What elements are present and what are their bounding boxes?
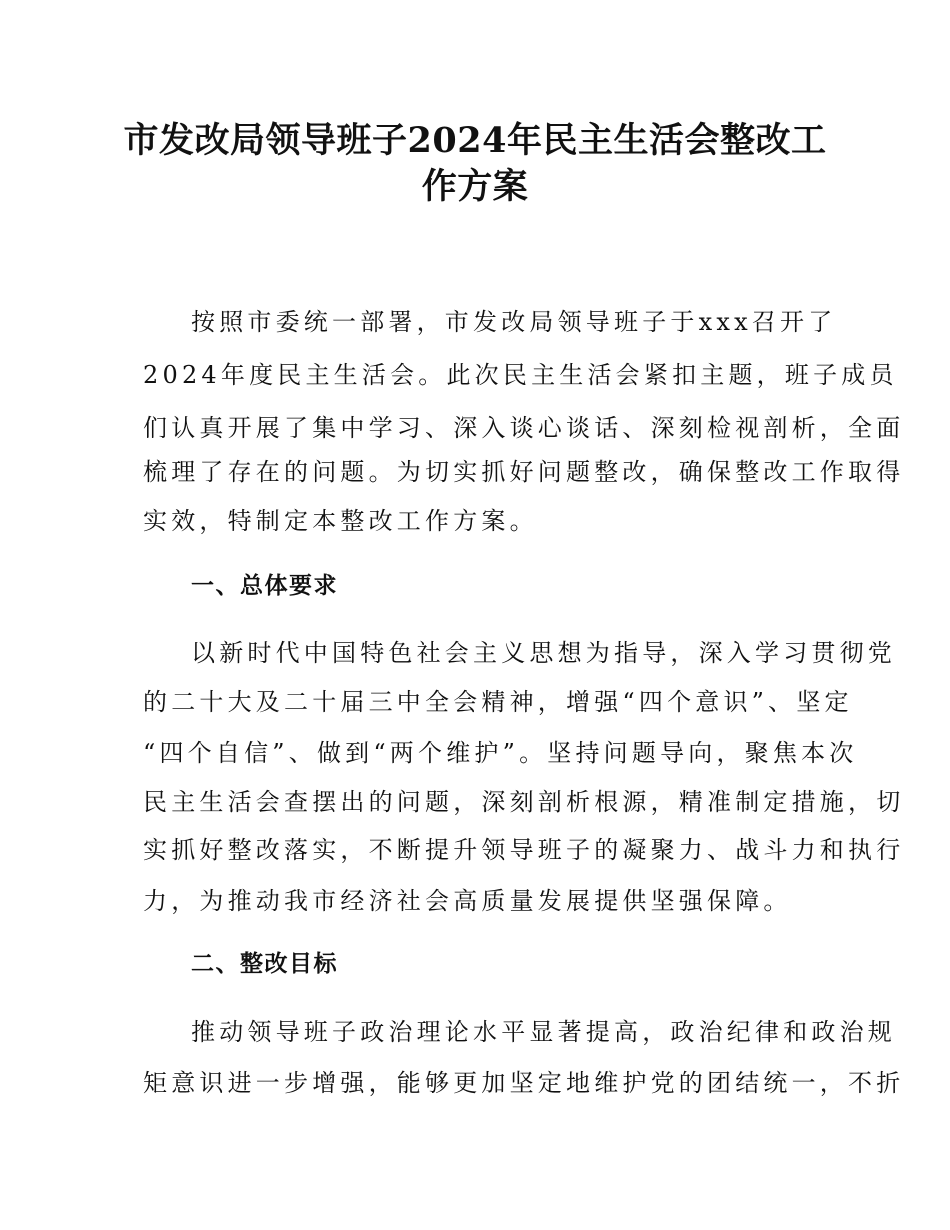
intro-line-5: 实效，特制定本整改工作方案。	[143, 507, 538, 535]
document-title-line-1: 市发改局领导班子2024年民主生活会整改工	[123, 120, 827, 161]
section-1-heading: 一、总体要求	[191, 573, 338, 599]
section-2-line-2: 矩意识进一步增强，能够更加坚定地维护党的团结统一，不折	[143, 1069, 905, 1097]
section-1-line-3: “四个自信”、做到“两个维护”。坚持问题导向，聚焦本次	[143, 739, 858, 767]
intro-line-1: 按照市委统一部署，市发改局领导班子于xxx召开了	[191, 308, 837, 336]
section-1-line-2: 的二十大及二十届三中全会精神，增强“四个意识”、坚定	[143, 688, 853, 716]
document-title-line-2: 作方案	[421, 166, 529, 207]
intro-line-4: 梳理了存在的问题。为切实抓好问题整改，确保整改工作取得	[143, 458, 905, 486]
section-1-line-5: 实抓好整改落实，不断提升领导班子的凝聚力、战斗力和执行	[143, 836, 905, 864]
section-1-line-1: 以新时代中国特色社会主义思想为指导，深入学习贯彻党	[191, 639, 896, 667]
section-1-line-4: 民主生活会查摆出的问题，深刻剖析根源，精准制定措施，切	[143, 788, 905, 816]
intro-line-2: 2024年度民主生活会。此次民主生活会紧扣主题，班子成员	[143, 361, 898, 389]
intro-line-3: 们认真开展了集中学习、深入谈心谈话、深刻检视剖析，全面	[143, 414, 905, 442]
section-2-heading: 二、整改目标	[191, 951, 338, 977]
section-1-line-6: 力，为推动我市经济社会高质量发展提供坚强保障。	[143, 887, 792, 915]
section-2-line-1: 推动领导班子政治理论水平显著提高，政治纪律和政治规	[191, 1018, 896, 1046]
